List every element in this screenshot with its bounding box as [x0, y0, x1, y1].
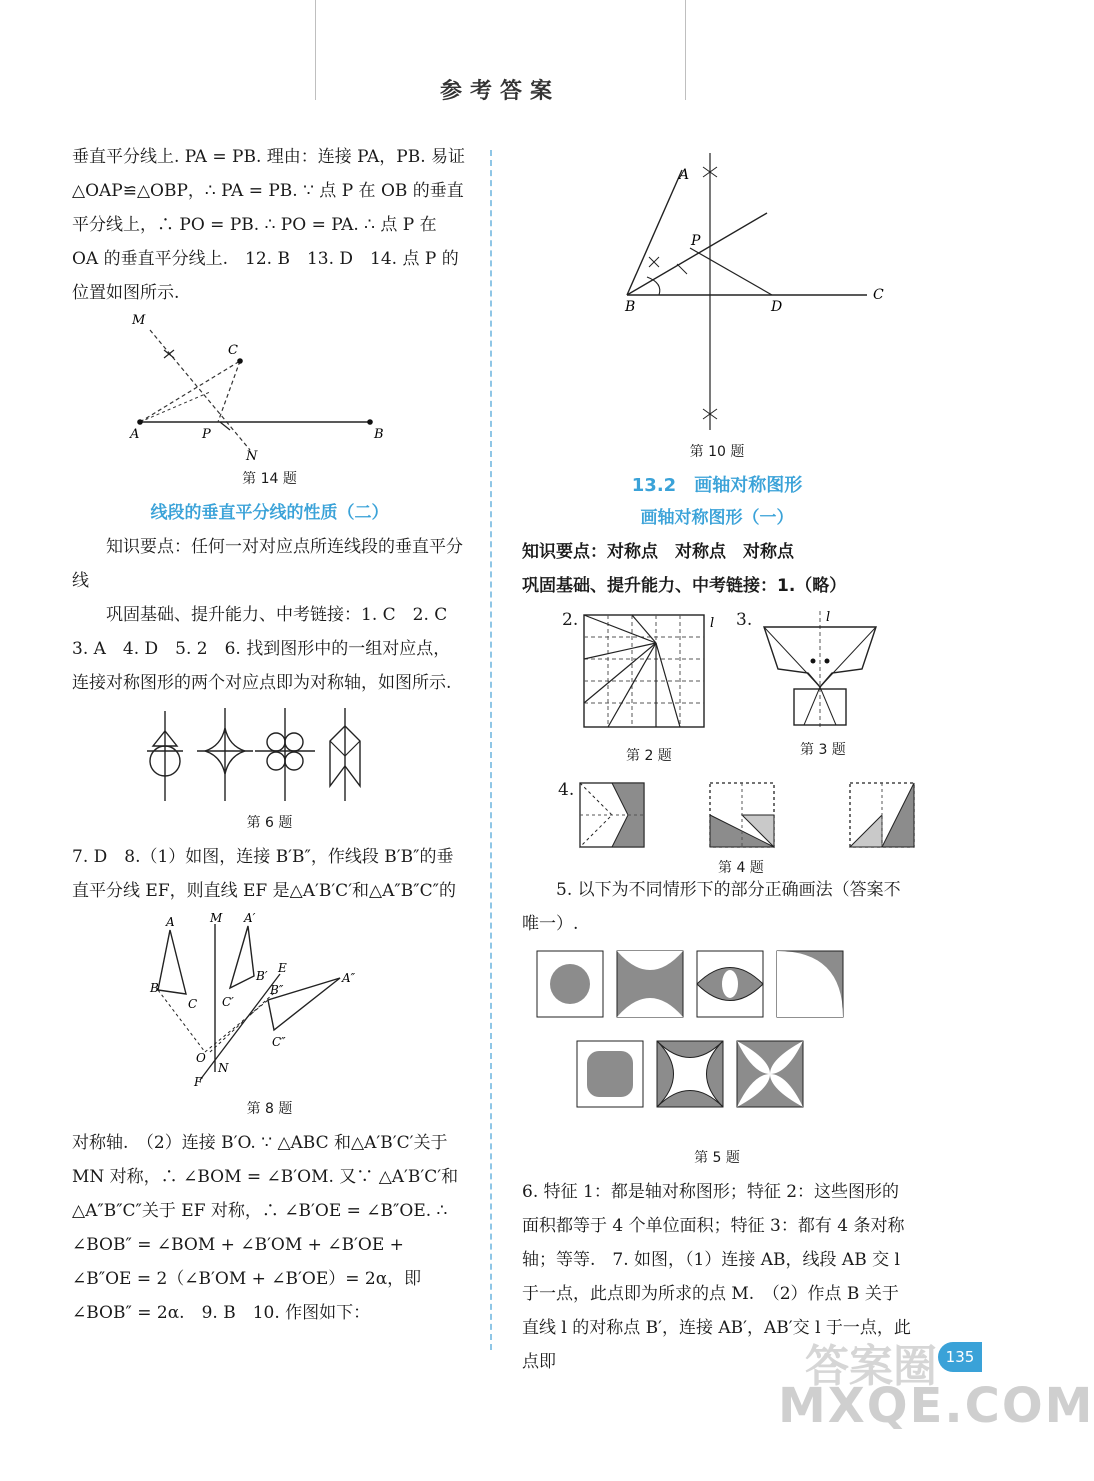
- axis-label-l: l: [710, 616, 715, 631]
- label-n: N: [245, 449, 257, 464]
- section-title: 13.2 画轴对称图形: [631, 475, 803, 496]
- label-p: P: [201, 427, 211, 442]
- label-c-double-prime: C″: [271, 1035, 286, 1049]
- figure-2: [582, 613, 722, 733]
- label-a-prime: A′: [243, 911, 255, 925]
- label-p: P: [691, 233, 701, 249]
- figure-3: [758, 609, 898, 729]
- label-m: M: [209, 911, 222, 925]
- basics-text: 巩固基础、提升能力、中考链接：1. C 2. C: [106, 605, 448, 625]
- answer-paragraph-3: 7. D 8.（1）如图，连接 B′B″，作线段 B′B″的垂直平分线 EF，则直线 EF 是△A′B′C′和△A″B″C″的: [72, 847, 456, 901]
- basics-answers: [72, 598, 467, 632]
- label-n: N: [217, 1061, 228, 1075]
- basics-answers: [522, 569, 912, 603]
- figure-10-caption: 第 10 题: [689, 444, 745, 460]
- answer-paragraph-4: 对称轴. （2）连接 B′O. ∵ △ABC 和△A′B′C′关于 MN 对称，∴ ∠BOM = ∠B′OM. 又∵ △A′B′C′和△A″B″C″关于 EF 对称，∴ ∠B′OE = ∠B″OE. ∴ ∠BOB″ = ∠BOM + ∠B′OM + ∠B′OE + ∠B″OE = 2（∠B′OM + ∠B′OE）= 2α，即∠BOB″ = 2α. 9. B 10. 作图如下：: [72, 1133, 459, 1323]
- figure-8-caption: 第 8 题: [246, 1101, 293, 1117]
- right-column: [522, 145, 912, 1379]
- label-b: B: [625, 299, 636, 315]
- label-a: A: [129, 427, 139, 442]
- axis-label-l: l: [826, 610, 831, 625]
- label-c: C: [873, 287, 884, 303]
- label-e: E: [277, 961, 287, 975]
- figure-3-number: 3.: [736, 610, 753, 630]
- watermark-chinese: 答案圈: [805, 1341, 937, 1392]
- label-a: A: [679, 167, 690, 183]
- figure-6-caption: 第 6 题: [246, 815, 293, 831]
- figure-5-caption: 第 5 题: [694, 1150, 740, 1166]
- figure-4: [578, 781, 918, 851]
- column-divider: [490, 150, 492, 1350]
- subsection-title: 画轴对称图形（一）: [640, 508, 794, 528]
- label-b-double-prime: B″: [269, 983, 283, 997]
- figure-3-caption: 第 3 题: [800, 742, 846, 758]
- knowledge-points: [522, 535, 912, 569]
- label-c: C: [227, 343, 238, 358]
- figure-10: [567, 145, 884, 435]
- answer-paragraph-2: 3. A 4. D 5. 2 6. 找到图形中的一组对应点，连接对称图形的两个对应点即为对称轴，如图所示.: [72, 639, 452, 693]
- answer-paragraph-6: 6. 特征 1：都是轴对称图形；特征 2：这些图形的面积都等于 4 个单位面积；特征 3：都有 4 条对称轴；等等. 7. 如图，（1）连接 AB，线段 AB 交 l 于一点，此点即为所求的点 M. （2）作点 B 关于直线 l 的对称点 B′，连接 AB′，AB′交 l 于一点，此点即: [522, 1182, 911, 1372]
- label-d: D: [771, 299, 783, 315]
- figure-4-number: 4.: [558, 780, 575, 800]
- basics-text: 巩固基础、提升能力、中考链接：1.（略）: [522, 576, 847, 596]
- knowledge-points: [72, 530, 467, 598]
- label-b: B: [149, 981, 159, 995]
- figure-2-caption: 第 2 题: [626, 748, 672, 764]
- label-b-prime: B′: [255, 969, 268, 983]
- page-number: 135: [938, 1342, 982, 1372]
- label-c-prime: C′: [221, 995, 234, 1009]
- watermark: MXQE.COM: [778, 1378, 1094, 1434]
- figure-2-number: 2.: [562, 610, 579, 630]
- section-title: 线段的垂直平分线的性质（二）: [150, 503, 389, 523]
- label-m: M: [131, 313, 145, 328]
- label-c: C: [187, 997, 197, 1011]
- figure-14-caption: 第 14 题: [242, 471, 297, 487]
- label-o: O: [195, 1051, 206, 1065]
- figure-5: [527, 949, 907, 1149]
- answer-paragraph-5: 5. 以下为不同情形下的部分正确画法（答案不唯一）.: [522, 880, 901, 934]
- label-a-double-prime: A″: [341, 971, 355, 985]
- figure-14: [130, 312, 410, 462]
- answer-paragraph-1: 垂直平分线上. PA = PB. 理由：连接 PA，PB. 易证 △OAP≌△OBP，∴ PA = PB. ∵ 点 P 在 OB 的垂直平分线上，∴ PO = PB. ∴ PO = PA. ∴ 点 P 在 OA 的垂直平分线上. 12. B 13. D 14. 点 P 的位置如图所示.: [72, 147, 466, 303]
- figure-4-row: [522, 773, 912, 876]
- left-column: [72, 140, 467, 1330]
- page-header-title: 参考答案: [439, 79, 560, 104]
- figure-4-caption: 第 4 题: [718, 860, 764, 876]
- knowledge-text: 知识要点：对称点 对称点 对称点: [522, 542, 794, 562]
- label-f: F: [193, 1075, 202, 1089]
- label-b: B: [373, 427, 384, 442]
- figure-8: [150, 912, 390, 1092]
- knowledge-text: 知识要点：任何一对对应点所连线段的垂直平分线: [72, 537, 463, 591]
- figure-6: [145, 706, 395, 806]
- label-a: A: [165, 915, 175, 929]
- figures-2-3-row: [522, 603, 912, 773]
